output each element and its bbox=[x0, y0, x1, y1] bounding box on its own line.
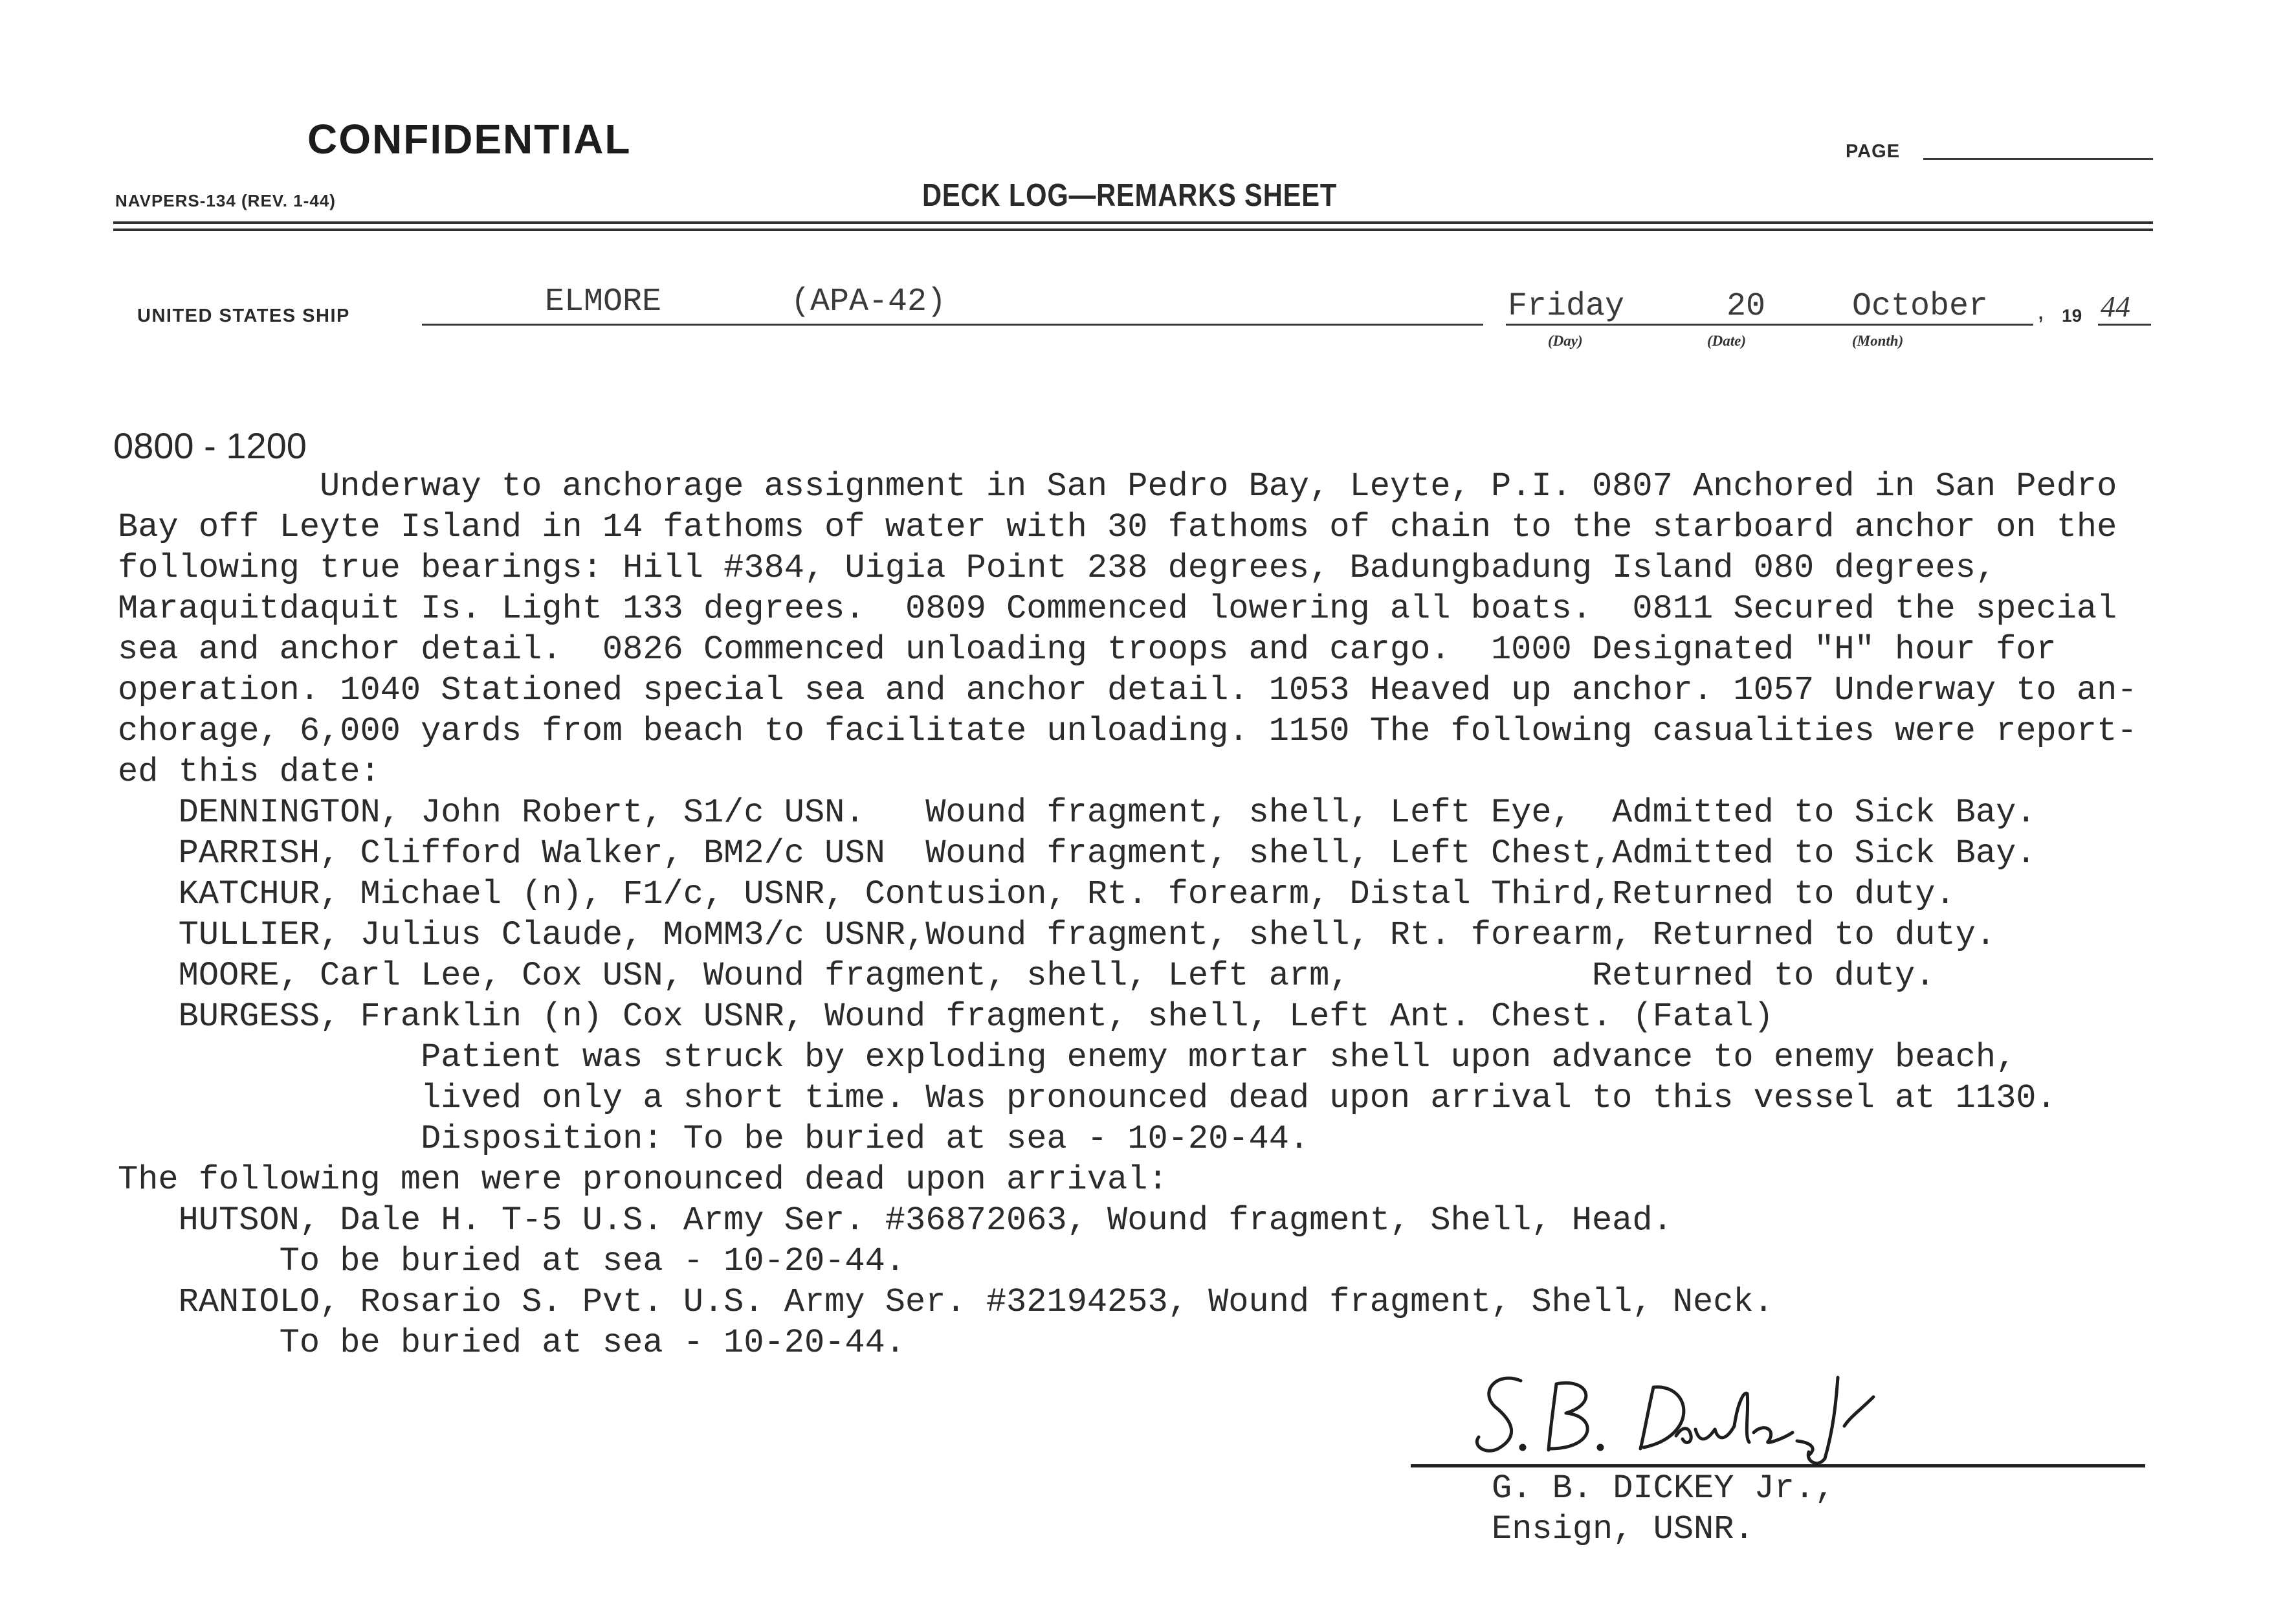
watch-period: 0800 - 1200 bbox=[113, 425, 307, 466]
remarks-line: sea and anchor detail. 0826 Commenced unloading troops and cargo. 1000 Designated "H" hour for bbox=[118, 630, 2057, 669]
signature-line bbox=[1411, 1464, 2145, 1467]
form-id: NAVPERS-134 (REV. 1-44) bbox=[115, 191, 336, 210]
remarks-line: Bay off Leyte Island in 14 fathoms of water with 30 fathoms of chain to the starboard anchor on the bbox=[118, 508, 2117, 546]
caption-date: (Date) bbox=[1707, 333, 1747, 349]
header-rule-top bbox=[113, 221, 2153, 224]
remarks-line: following true bearings: Hill #384, Uigia Point 238 degrees, Badungbadung Island 080 degrees, bbox=[118, 549, 1996, 587]
handwritten-signature bbox=[1459, 1365, 1899, 1468]
date-date: 20 bbox=[1727, 288, 1766, 325]
casualty-entry: MOORE, Carl Lee, Cox USN, Wound fragment, shell, Left arm, Returned to duty. bbox=[118, 957, 1936, 995]
signatory-rank: Ensign, USNR. bbox=[1492, 1510, 1754, 1548]
casualty-entry: DENNINGTON, John Robert, S1/c USN. Wound fragment, shell, Left Eye, Admitted to Sick Bay. bbox=[118, 794, 2037, 832]
casualty-entry: BURGESS, Franklin (n) Cox USNR, Wound fragment, shell, Left Ant. Chest. (Fatal) bbox=[118, 998, 1774, 1036]
casualty-note: To be buried at sea - 10-20-44. bbox=[118, 1324, 905, 1362]
casualty-note: Patient was struck by exploding enemy mortar shell upon advance to enemy beach, bbox=[118, 1038, 2016, 1076]
ship-label: UNITED STATES SHIP bbox=[137, 306, 350, 326]
year-field-line bbox=[2098, 324, 2151, 326]
remarks-line: chorage, 6,000 yards from beach to facilitate unloading. 1150 The following casualities were report- bbox=[118, 712, 2137, 750]
casualty-entry: HUTSON, Dale H. T-5 U.S. Army Ser. #36872063, Wound fragment, Shell, Head. bbox=[118, 1201, 1673, 1240]
year-prefix: 19 bbox=[2062, 306, 2082, 326]
header-rule-bottom bbox=[113, 229, 2153, 231]
classification-heading: CONFIDENTIAL bbox=[307, 116, 632, 162]
page-number-line bbox=[1923, 158, 2153, 160]
casualty-entry: TULLIER, Julius Claude, MoMM3/c USNR,Wound fragment, shell, Rt. forearm, Returned to duty. bbox=[118, 916, 1996, 954]
remarks-line: Underway to anchorage assignment in San Pedro Bay, Leyte, P.I. 0807 Anchored in San Pedro bbox=[118, 467, 2117, 506]
year-suffix: 44 bbox=[2101, 290, 2130, 323]
ship-designation: (APA-42) bbox=[791, 284, 947, 320]
casualty-entry: PARRISH, Clifford Walker, BM2/c USN Wound fragment, shell, Left Chest,Admitted to Sick Bay. bbox=[118, 834, 2037, 873]
casualty-note: To be buried at sea - 10-20-44. bbox=[118, 1242, 905, 1280]
casualty-entry: KATCHUR, Michael (n), F1/c, USNR, Contusion, Rt. forearm, Distal Third,Returned to duty. bbox=[118, 875, 1956, 913]
date-comma: , bbox=[2037, 296, 2045, 325]
ship-field-line bbox=[422, 324, 1483, 326]
casualty-entry: RANIOLO, Rosario S. Pvt. U.S. Army Ser. #32194253, Wound fragment, Shell, Neck. bbox=[118, 1283, 1774, 1321]
signatory-name: G. B. DICKEY Jr., bbox=[1492, 1469, 1835, 1508]
casualty-note: Disposition: To be buried at sea - 10-20-44. bbox=[118, 1120, 1310, 1158]
sheet-title: DECK LOG—REMARKS SHEET bbox=[922, 178, 1338, 213]
remarks-line: The following men were pronounced dead upon arrival: bbox=[118, 1161, 1168, 1199]
date-day: Friday bbox=[1508, 288, 1625, 325]
casualty-note: lived only a short time. Was pronounced dead upon arrival to this vessel at 1130. bbox=[118, 1079, 2057, 1117]
date-month: October bbox=[1852, 288, 1989, 325]
caption-month: (Month) bbox=[1852, 333, 1904, 349]
caption-day: (Day) bbox=[1548, 333, 1583, 349]
remarks-line: Maraquitdaquit Is. Light 133 degrees. 0809 Commenced lowering all boats. 0811 Secured the special bbox=[118, 590, 2117, 628]
remarks-line: operation. 1040 Stationed special sea and anchor detail. 1053 Heaved up anchor. 1057 Underway to an- bbox=[118, 671, 2137, 709]
page-label: PAGE bbox=[1846, 141, 1901, 162]
ship-name: ELMORE bbox=[545, 284, 662, 320]
remarks-line: ed this date: bbox=[118, 753, 381, 791]
